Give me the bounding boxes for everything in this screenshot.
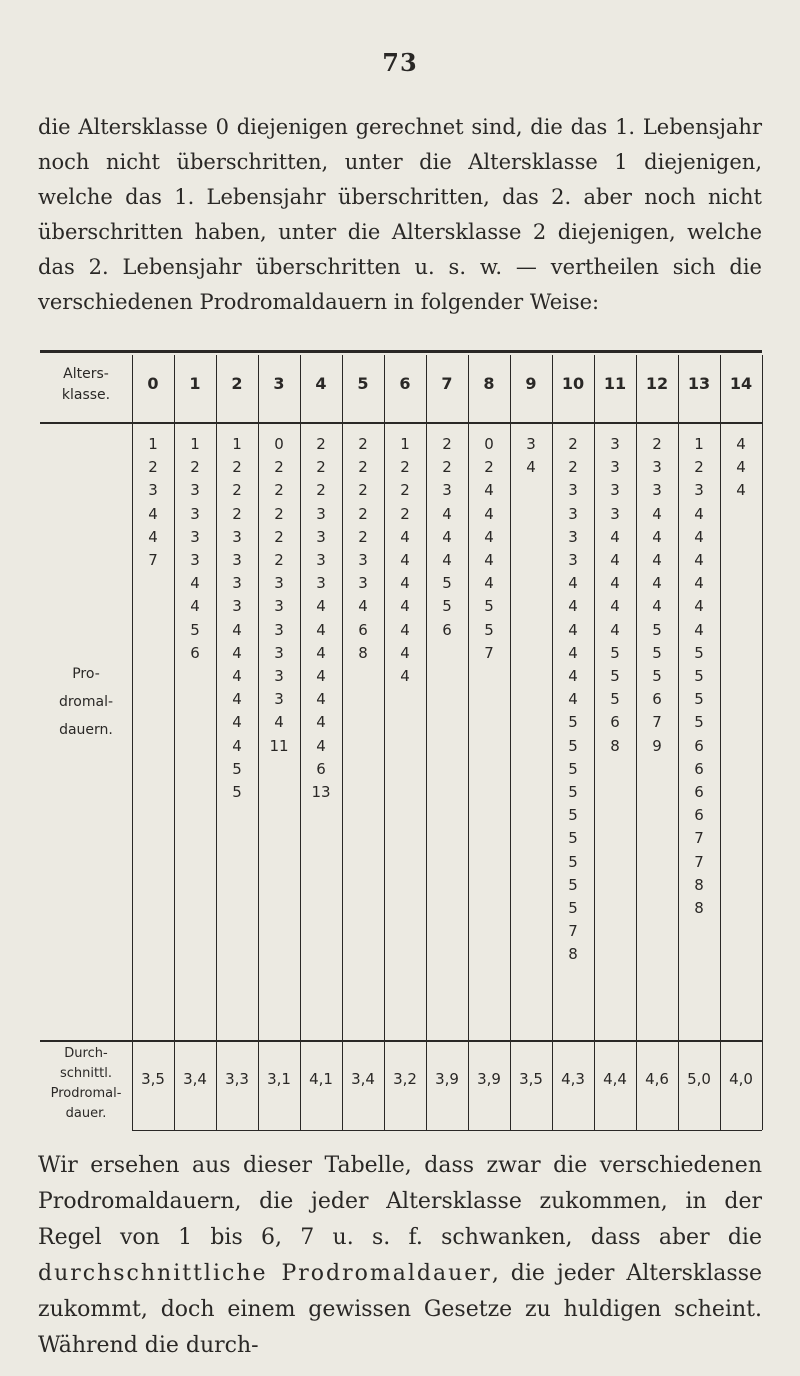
header-cell-age-class: 6	[399, 374, 411, 393]
data-cell: 5	[568, 829, 578, 848]
data-cell: 3	[274, 643, 284, 662]
data-cell: 7	[694, 852, 704, 871]
data-cell: 4	[652, 574, 662, 593]
data-cell: 2	[148, 458, 158, 477]
data-cell: 2	[232, 481, 242, 500]
data-cell: 4	[316, 620, 326, 639]
data-cell: 4	[316, 690, 326, 709]
data-cell: 7	[484, 643, 494, 662]
data-cell: 3	[148, 481, 158, 500]
data-cell: 6	[358, 620, 368, 639]
data-cell: 2	[442, 458, 452, 477]
data-cell: 4	[232, 713, 242, 732]
data-cell: 3	[190, 481, 200, 500]
average-cell: 4,3	[561, 1070, 585, 1088]
data-cell: 5	[232, 783, 242, 801]
data-cell: 5	[568, 899, 578, 917]
average-cell: 3,5	[141, 1070, 165, 1088]
average-cell: 3,5	[519, 1070, 543, 1088]
header-cell-age-class: 3	[273, 374, 285, 393]
data-cell: 3	[316, 551, 326, 569]
data-cell: 5	[568, 759, 578, 778]
data-cell: 6	[694, 806, 704, 825]
data-cell: 3	[610, 435, 620, 453]
header-label-age-class	[40, 364, 132, 406]
data-cell: 5	[442, 574, 452, 593]
header-cell-age-class: 11	[603, 374, 627, 393]
data-cell: 7	[568, 922, 578, 941]
data-cell: 5	[568, 713, 578, 732]
data-cell: 2	[484, 458, 494, 477]
data-cell: 3	[652, 481, 662, 500]
avg-label-line: schnittl.	[60, 1066, 112, 1081]
header-cell-age-class: 9	[525, 374, 537, 393]
data-cell: 5	[568, 852, 578, 871]
data-cell: 8	[568, 945, 578, 964]
data-cell: 6	[190, 643, 200, 662]
data-cell: 2	[316, 481, 326, 500]
data-cell: 4	[526, 458, 536, 477]
data-cell: 2	[652, 435, 662, 453]
data-cell: 4	[148, 527, 158, 546]
data-cell: 3	[568, 481, 578, 500]
data-cell: 4	[316, 713, 326, 732]
data-cell: 7	[694, 829, 704, 848]
data-cell: 4	[652, 551, 662, 569]
data-cell: 5	[694, 690, 704, 709]
intro-paragraph	[38, 110, 762, 320]
data-cell: 3	[274, 574, 284, 593]
data-cell: 2	[400, 481, 410, 500]
data-cell: 4	[400, 527, 410, 546]
data-cell: 4	[484, 574, 494, 593]
data-cell: 4	[610, 527, 620, 546]
data-cell: 3	[232, 551, 242, 569]
data-cell: 11	[269, 736, 289, 755]
data-cell: 3	[568, 504, 578, 523]
data-cell: 4	[484, 527, 494, 546]
table-header-rule	[40, 422, 762, 424]
data-cell: 1	[148, 435, 158, 453]
data-cell: 8	[610, 736, 620, 755]
data-cell: 4	[442, 551, 452, 569]
data-cell: 0	[484, 435, 494, 453]
data-cell: 9	[652, 736, 662, 755]
data-cell: 2	[442, 435, 452, 453]
data-cell: 4	[400, 643, 410, 662]
average-cell: 3,3	[225, 1070, 249, 1088]
data-cell: 3	[652, 458, 662, 477]
data-cell: 4	[568, 667, 578, 685]
data-cell: 6	[316, 759, 326, 778]
data-cell: 4	[694, 504, 704, 523]
data-cell: 1	[694, 435, 704, 453]
data-cell: 3	[358, 551, 368, 569]
data-cell: 4	[568, 643, 578, 662]
header-cell-age-class: 13	[687, 374, 711, 393]
data-cell: 2	[274, 481, 284, 500]
data-cell: 2	[358, 481, 368, 500]
data-cell: 2	[568, 458, 578, 477]
header-cell-age-class: 14	[729, 374, 753, 393]
data-cell: 4	[736, 435, 746, 453]
data-cell: 3	[232, 597, 242, 616]
data-cell: 2	[274, 551, 284, 569]
intro-text: die Altersklasse 0 diejenigen gerechnet sind, die das 1. Lebensjahr noch nicht überschritten, unter die Altersklasse 1 diejenigen, welche das 1. Lebensjahr überschritten, das 2. aber noch nicht überschritten haben, unter die Altersklasse 2 diejenigen, welche das 2. Lebensjahr überschritten u. s. w. — vertheilen sich die verschiedenen Prodromaldauern in folgender Weise:	[38, 115, 762, 314]
data-cell: 4	[652, 527, 662, 546]
data-cell: 5	[568, 875, 578, 894]
table-footer-rule	[40, 1040, 762, 1042]
data-cell: 5	[190, 620, 200, 639]
data-cell: 3	[274, 620, 284, 639]
data-cell: 6	[610, 713, 620, 732]
data-cell: 4	[148, 504, 158, 523]
data-cell: 4	[610, 574, 620, 593]
data-cell: 4	[316, 667, 326, 685]
data-cell: 5	[610, 690, 620, 709]
data-cell: 5	[694, 667, 704, 685]
data-cell: 2	[400, 504, 410, 523]
data-cell: 4	[400, 667, 410, 685]
conclusion-text-a: Wir ersehen aus dieser Tabelle, dass zwar die verschiedenen Prodromaldauern, die jeder Altersklasse zukommen, in der Regel von 1 bis 6, 7 u. s. f. schwanken, dass aber die	[38, 1153, 762, 1250]
data-cell: 5	[484, 620, 494, 639]
data-label-line: dromal-	[58, 694, 114, 710]
data-cell: 3	[526, 435, 536, 453]
data-cell: 5	[610, 643, 620, 662]
average-cell: 4,6	[645, 1070, 669, 1088]
data-cell: 2	[358, 458, 368, 477]
data-cell: 2	[232, 504, 242, 523]
header-cell-age-class: 2	[231, 374, 243, 393]
avg-label-line: Prodromal-	[50, 1086, 122, 1101]
conclusion-text-b: , die jeder Altersklasse zukommt, doch einem gewissen Gesetze zu huldigen scheint. Während die durch-	[38, 1261, 762, 1358]
data-cell: 6	[694, 783, 704, 801]
average-cell: 3,2	[393, 1070, 417, 1088]
data-cell: 4	[652, 504, 662, 523]
data-cell: 4	[442, 527, 452, 546]
data-cell: 3	[358, 574, 368, 593]
data-cell: 3	[610, 504, 620, 523]
data-cell: 4	[232, 620, 242, 639]
data-cell: 1	[232, 435, 242, 453]
data-cell: 4	[232, 690, 242, 709]
data-cell: 6	[694, 736, 704, 755]
data-cell: 2	[358, 435, 368, 453]
data-cell: 4	[316, 736, 326, 755]
data-cell: 3	[190, 551, 200, 569]
data-cell: 4	[484, 481, 494, 500]
data-cell: 4	[610, 551, 620, 569]
data-cell: 3	[190, 504, 200, 523]
data-cell: 4	[694, 551, 704, 569]
header-cell-age-class: 1	[189, 374, 201, 393]
data-cell: 4	[400, 574, 410, 593]
data-cell: 4	[610, 620, 620, 639]
data-cell: 4	[190, 574, 200, 593]
table-bottom-rule	[132, 1130, 762, 1131]
data-cell: 4	[736, 458, 746, 477]
data-cell: 3	[316, 504, 326, 523]
average-cell: 3,9	[435, 1070, 459, 1088]
data-cell: 1	[190, 435, 200, 453]
avg-label-line: dauer.	[65, 1106, 107, 1121]
data-cell: 13	[311, 783, 331, 801]
page-number: 73	[382, 48, 418, 77]
data-cell: 5	[694, 643, 704, 662]
data-label-line: dauern.	[59, 722, 113, 738]
data-cell: 5	[652, 620, 662, 639]
data-cell: 4	[232, 643, 242, 662]
data-cell: 3	[232, 527, 242, 546]
data-cell: 2	[274, 527, 284, 546]
data-cell: 3	[442, 481, 452, 500]
header-label-line: klasse.	[61, 387, 111, 403]
data-cell: 8	[358, 643, 368, 662]
data-cell: 3	[610, 481, 620, 500]
data-cell: 4	[736, 481, 746, 500]
data-cell: 2	[568, 435, 578, 453]
data-cell: 3	[274, 667, 284, 685]
data-cell: 4	[694, 620, 704, 639]
data-cell: 3	[190, 527, 200, 546]
data-cell: 2	[400, 458, 410, 477]
data-cell: 4	[442, 504, 452, 523]
header-cell-age-class: 5	[357, 374, 369, 393]
data-cell: 6	[442, 620, 452, 639]
data-cell: 3	[274, 597, 284, 616]
data-cell: 2	[274, 504, 284, 523]
avg-label	[40, 1044, 132, 1124]
data-cell: 5	[568, 806, 578, 825]
data-cell: 4	[652, 597, 662, 616]
data-cell: 4	[568, 574, 578, 593]
data-cell: 4	[316, 597, 326, 616]
data-cell: 3	[274, 690, 284, 709]
data-cell: 4	[274, 713, 284, 732]
data-cell: 2	[316, 435, 326, 453]
avg-label-line: Durch-	[64, 1046, 108, 1061]
data-cell: 2	[316, 458, 326, 477]
table-top-rule	[40, 350, 762, 353]
average-cell: 5,0	[687, 1070, 711, 1088]
data-cell: 4	[400, 620, 410, 639]
average-cell: 3,9	[477, 1070, 501, 1088]
data-label-line: Pro-	[72, 666, 100, 682]
data-cell: 8	[694, 875, 704, 894]
data-cell: 4	[484, 551, 494, 569]
data-cell: 5	[232, 759, 242, 778]
average-cell: 3,4	[351, 1070, 375, 1088]
data-label-prodromal	[40, 660, 132, 744]
average-cell: 3,4	[183, 1070, 207, 1088]
data-cell: 3	[232, 574, 242, 593]
data-cell: 5	[484, 597, 494, 616]
data-cell: 7	[652, 713, 662, 732]
data-cell: 5	[652, 667, 662, 685]
header-cell-age-class: 4	[315, 374, 327, 393]
data-cell: 4	[484, 504, 494, 523]
data-cell: 4	[610, 597, 620, 616]
data-cell: 7	[148, 551, 158, 569]
data-cell: 2	[232, 458, 242, 477]
data-cell: 2	[358, 504, 368, 523]
average-cell: 4,0	[729, 1070, 753, 1088]
data-cell: 4	[568, 690, 578, 709]
header-cell-age-class: 0	[147, 374, 159, 393]
data-cell: 2	[274, 458, 284, 477]
data-cell: 4	[190, 597, 200, 616]
data-cell: 2	[358, 527, 368, 546]
data-cell: 5	[568, 736, 578, 755]
data-cell: 3	[568, 551, 578, 569]
header-cell-age-class: 8	[483, 374, 495, 393]
data-cell: 4	[232, 736, 242, 755]
column-divider	[762, 355, 763, 1130]
data-cell: 3	[316, 574, 326, 593]
data-cell: 4	[400, 551, 410, 569]
data-cell: 8	[694, 899, 704, 917]
data-cell: 1	[400, 435, 410, 453]
data-cell: 3	[694, 481, 704, 500]
data-cell: 5	[610, 667, 620, 685]
header-label-line: Alters-	[63, 366, 109, 382]
data-cell: 6	[694, 759, 704, 778]
data-cell: 4	[568, 620, 578, 639]
conclusion-paragraph	[38, 1148, 762, 1364]
header-cell-age-class: 10	[561, 374, 585, 393]
data-cell: 4	[694, 574, 704, 593]
data-cell: 4	[568, 597, 578, 616]
data-cell: 2	[694, 458, 704, 477]
data-cell: 5	[694, 713, 704, 732]
average-cell: 4,4	[603, 1070, 627, 1088]
data-cell: 5	[652, 643, 662, 662]
header-cell-age-class: 12	[645, 374, 669, 393]
data-cell: 4	[316, 643, 326, 662]
data-cell: 3	[568, 527, 578, 546]
data-cell: 3	[610, 458, 620, 477]
data-cell: 4	[694, 597, 704, 616]
data-cell: 0	[274, 435, 284, 453]
data-cell: 4	[400, 597, 410, 616]
data-cell: 2	[190, 458, 200, 477]
data-cell: 5	[442, 597, 452, 616]
average-cell: 3,1	[267, 1070, 291, 1088]
data-cell: 4	[232, 667, 242, 685]
conclusion-emphasis: durchschnittliche Prodromaldauer	[38, 1261, 492, 1286]
header-cell-age-class: 7	[441, 374, 453, 393]
data-cell: 4	[694, 527, 704, 546]
average-cell: 4,1	[309, 1070, 333, 1088]
data-cell: 3	[316, 527, 326, 546]
data-cell: 5	[568, 783, 578, 801]
data-cell: 6	[652, 690, 662, 709]
data-cell: 4	[358, 597, 368, 616]
